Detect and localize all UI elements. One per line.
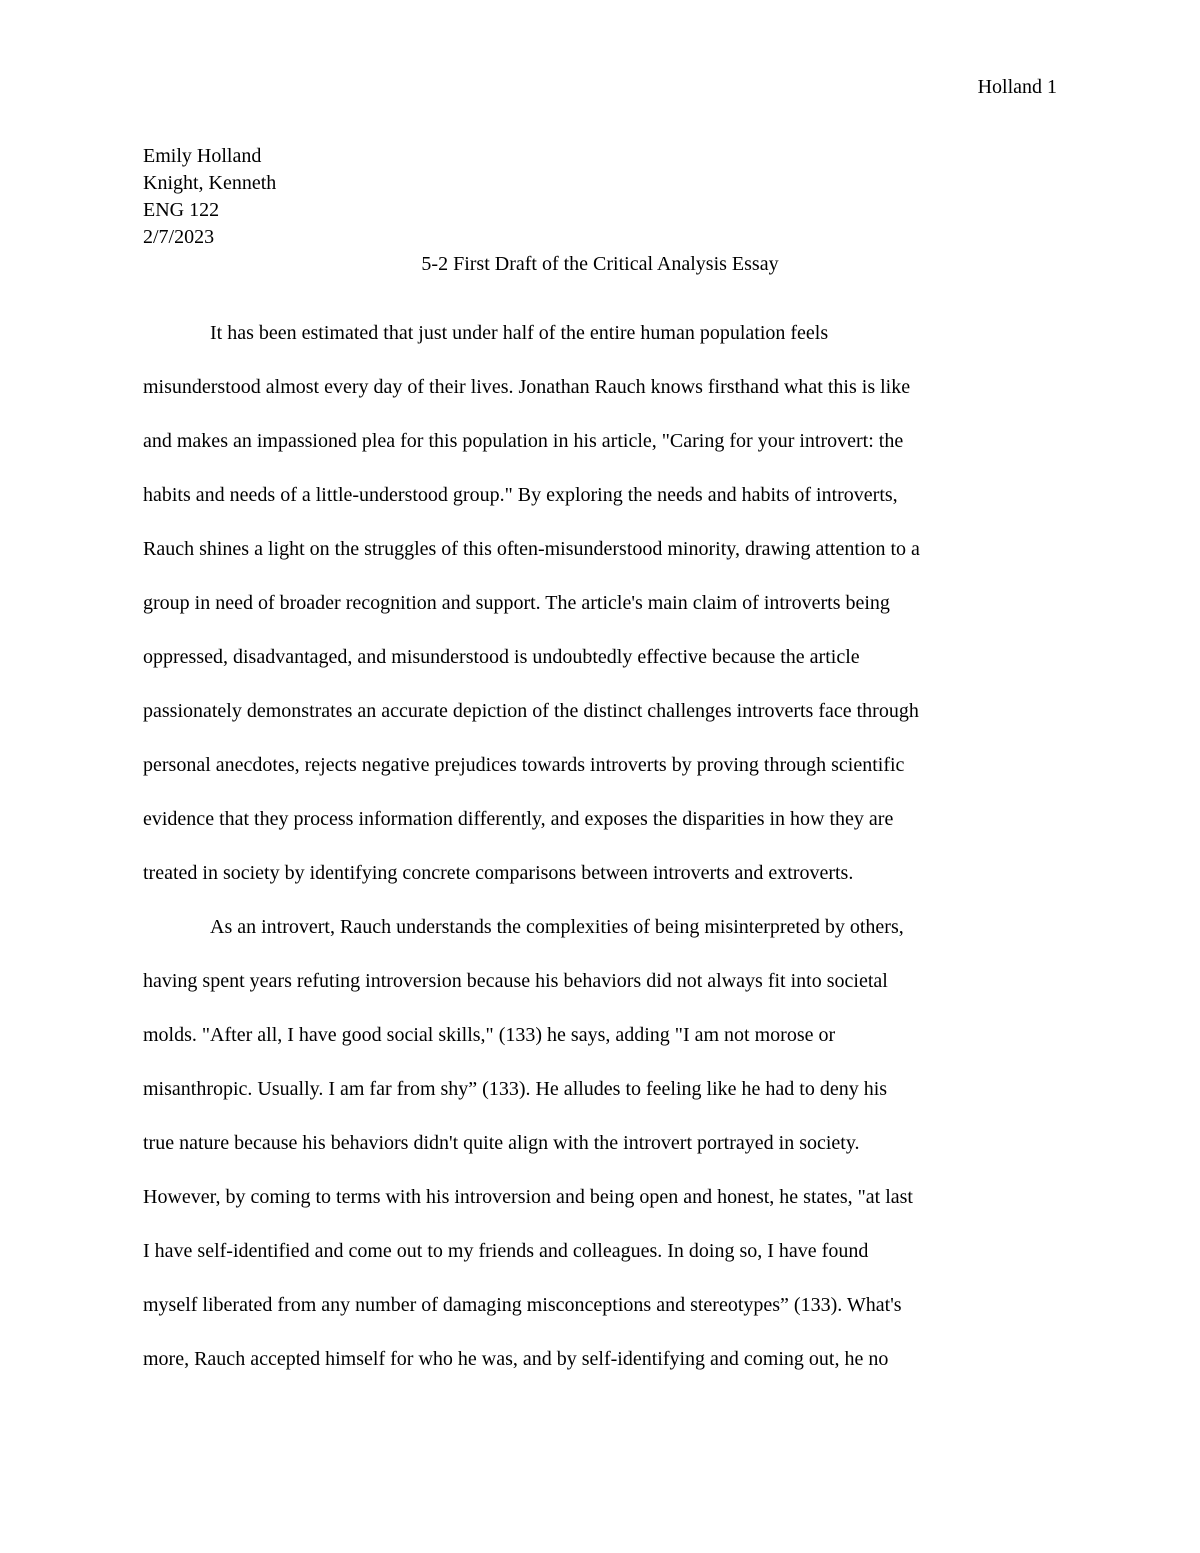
text-line: myself liberated from any number of damaging misconceptions and stereotypes” (133). What's <box>143 1294 902 1316</box>
text-line: having spent years refuting introversion because his behaviors did not always fit into societal <box>143 970 888 992</box>
paragraph-1 <box>143 306 1057 900</box>
text-line: However, by coming to terms with his introversion and being open and honest, he states, "at last <box>143 1186 913 1208</box>
student-name: Emily Holland <box>143 145 262 167</box>
text-line: oppressed, disadvantaged, and misunderstood is undoubtedly effective because the article <box>143 646 860 668</box>
text-line: personal anecdotes, rejects negative prejudices towards introverts by proving through scientific <box>143 754 905 776</box>
instructor-name: Knight, Kenneth <box>143 172 277 194</box>
paragraph-2 <box>143 900 1057 1386</box>
text-line: treated in society by identifying concrete comparisons between introverts and extroverts. <box>143 862 854 884</box>
text-line: misunderstood almost every day of their lives. Jonathan Rauch knows firsthand what this is like <box>143 376 911 398</box>
text-line: evidence that they process information differently, and exposes the disparities in how they are <box>143 808 894 830</box>
text-line: habits and needs of a little-understood group." By exploring the needs and habits of introverts, <box>143 484 898 506</box>
text-line: molds. "After all, I have good social skills," (133) he says, adding "I am not morose or <box>143 1024 836 1046</box>
essay-body <box>143 306 1057 1386</box>
text-line: It has been estimated that just under half of the entire human population feels <box>210 322 829 344</box>
text-line: and makes an impassioned plea for this population in his article, "Caring for your introvert: the <box>143 430 904 452</box>
text-line: As an introvert, Rauch understands the complexities of being misinterpreted by others, <box>210 916 904 938</box>
text-line: I have self-identified and come out to my friends and colleagues. In doing so, I have found <box>143 1240 869 1262</box>
essay-date: 2/7/2023 <box>143 226 215 248</box>
mla-heading <box>143 143 1057 251</box>
essay-title: 5-2 First Draft of the Critical Analysis Essay <box>421 253 779 275</box>
text-line: true nature because his behaviors didn't quite align with the introvert portrayed in society. <box>143 1132 860 1154</box>
text-line: more, Rauch accepted himself for who he was, and by self-identifying and coming out, he no <box>143 1348 889 1370</box>
text-line: passionately demonstrates an accurate depiction of the distinct challenges introverts face through <box>143 700 919 722</box>
running-header: Holland 1 <box>977 76 1057 98</box>
course-name: ENG 122 <box>143 199 220 221</box>
text-line: Rauch shines a light on the struggles of this often-misunderstood minority, drawing attention to a <box>143 538 920 560</box>
text-line: group in need of broader recognition and support. The article's main claim of introverts being <box>143 592 890 614</box>
text-line: misanthropic. Usually. I am far from shy” (133). He alludes to feeling like he had to deny his <box>143 1078 888 1100</box>
